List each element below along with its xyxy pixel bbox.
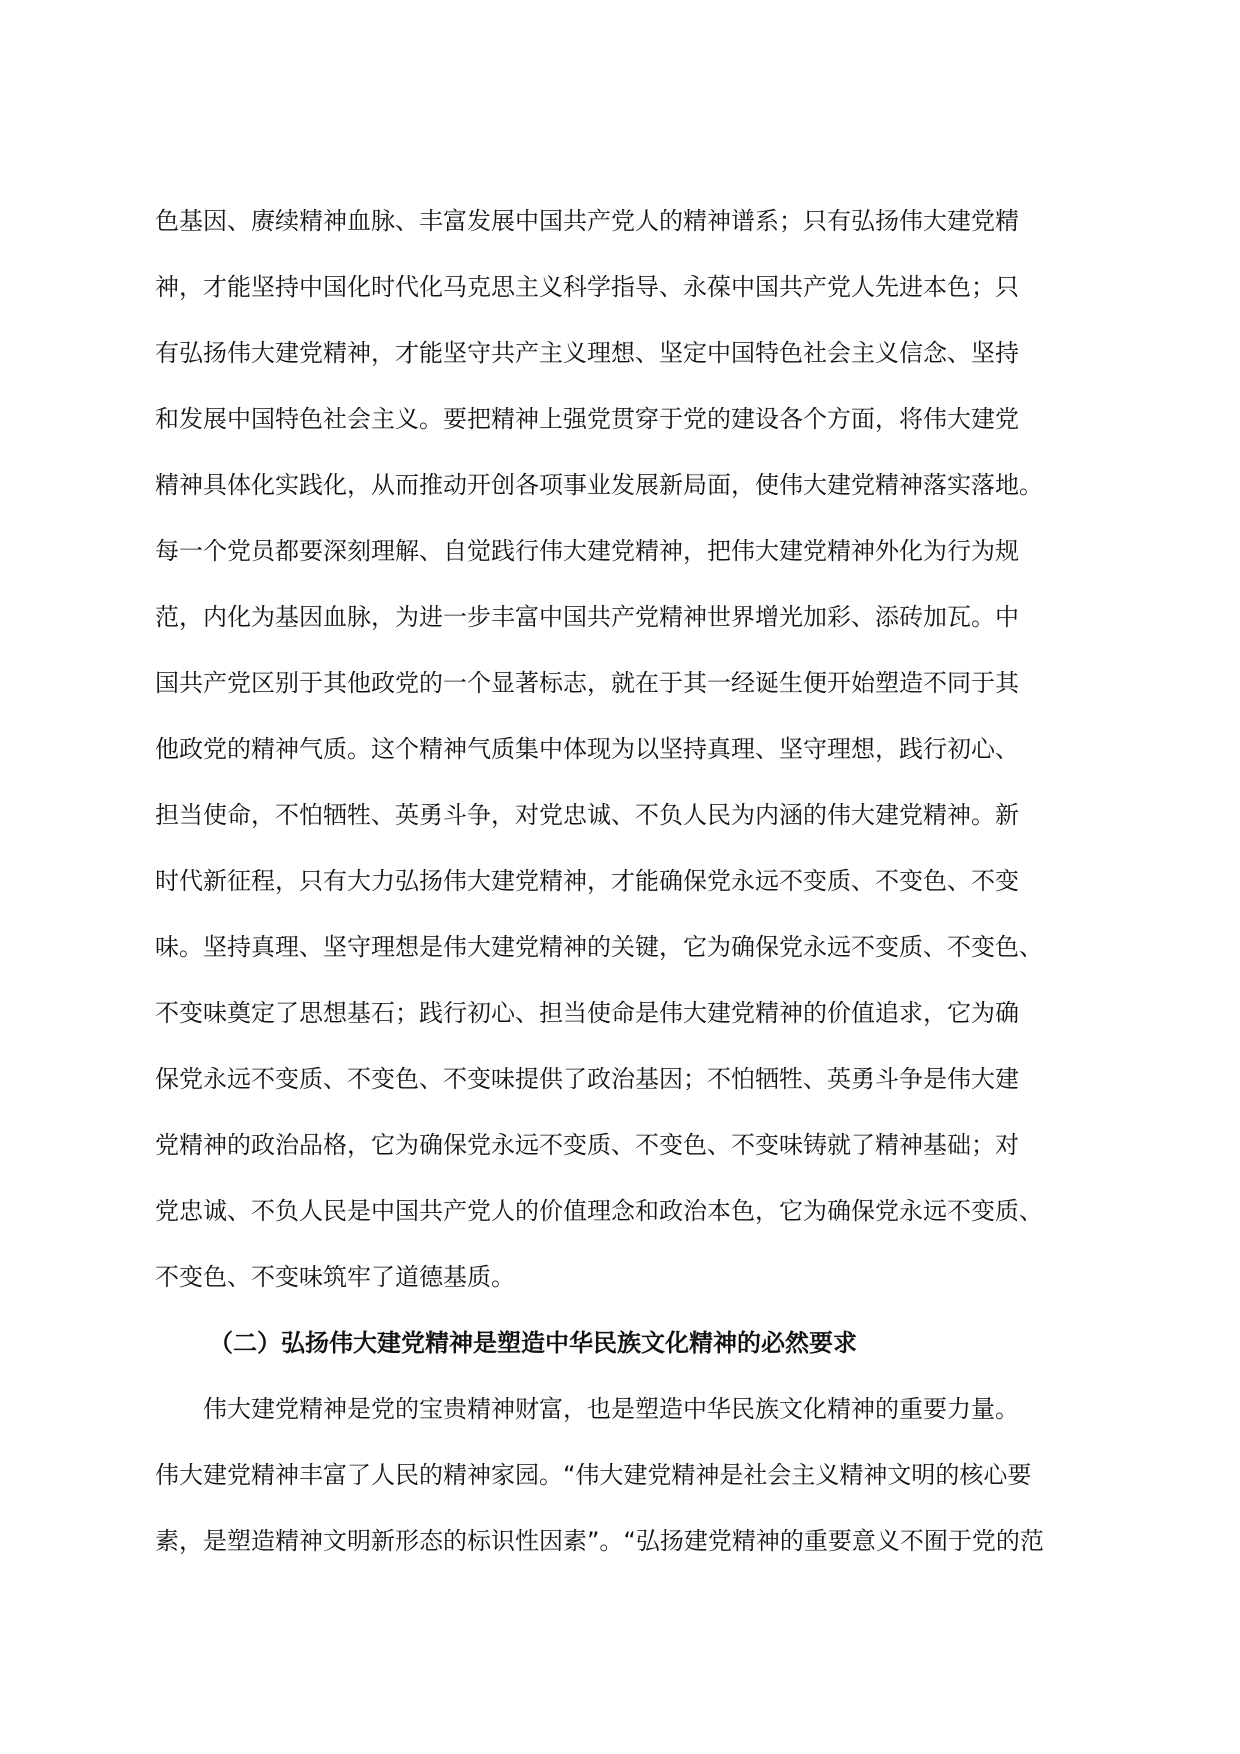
text-line-8: 国共产党区别于其他政党的一个显著标志，就在于其一经诞生便开始塑造不同于其 [155,669,1019,697]
text-line-13: 不变味奠定了思想基石；践行初心、担当使命是伟大建党精神的价值追求，它为确 [155,999,1019,1027]
text-line-12: 味。坚持真理、坚守理想是伟大建党精神的关键，它为确保党永远不变质、不变色、 [155,933,1043,961]
paragraph2-line-2: 伟大建党精神丰富了人民的精神家园。“伟大建党精神是社会主义精神文明的核心要 [155,1461,1032,1489]
text-line-10: 担当使命，不怕牺牲、英勇斗争，对党忠诚、不负人民为内涵的伟大建党精神。新 [155,801,1019,829]
text-line-17: 不变色、不变味筑牢了道德基质。 [155,1263,515,1291]
text-line-11: 时代新征程，只有大力弘扬伟大建党精神，才能确保党永远不变质、不变色、不变 [155,867,1019,895]
paragraph2-line-3: 素，是塑造精神文明新形态的标识性因素”。“弘扬建党精神的重要意义不囿于党的范 [155,1527,1044,1555]
text-line-2: 神，才能坚持中国化时代化马克思主义科学指导、永葆中国共产党人先进本色；只 [155,273,1019,301]
text-line-15: 党精神的政治品格，它为确保党永远不变质、不变色、不变味铸就了精神基础；对 [155,1131,1019,1159]
text-line-4: 和发展中国特色社会主义。要把精神上强党贯穿于党的建设各个方面，将伟大建党 [155,405,1019,433]
text-line-14: 保党永远不变质、不变色、不变味提供了政治基因；不怕牺牲、英勇斗争是伟大建 [155,1065,1019,1093]
text-line-16: 党忠诚、不负人民是中国共产党人的价值理念和政治本色，它为确保党永远不变质、 [155,1197,1043,1225]
text-line-6: 每一个党员都要深刻理解、自觉践行伟大建党精神，把伟大建党精神外化为行为规 [155,537,1019,565]
text-line-1: 色基因、赓续精神血脉、丰富发展中国共产党人的精神谱系；只有弘扬伟大建党精 [155,207,1019,235]
document-body [155,188,1095,1574]
text-line-5: 精神具体化实践化，从而推动开创各项事业发展新局面，使伟大建党精神落实落地。 [155,471,1043,499]
section-heading: （二）弘扬伟大建党精神是塑造中华民族文化精神的必然要求 [209,1329,857,1357]
text-line-3: 有弘扬伟大建党精神，才能坚守共产主义理想、坚定中国特色社会主义信念、坚持 [155,339,1019,367]
paragraph2-line-1: 伟大建党精神是党的宝贵精神财富，也是塑造中华民族文化精神的重要力量。 [203,1395,1019,1423]
text-line-7: 范，内化为基因血脉，为进一步丰富中国共产党精神世界增光加彩、添砖加瓦。中 [155,603,1019,631]
text-line-9: 他政党的精神气质。这个精神气质集中体现为以坚持真理、坚守理想，践行初心、 [155,735,1019,763]
